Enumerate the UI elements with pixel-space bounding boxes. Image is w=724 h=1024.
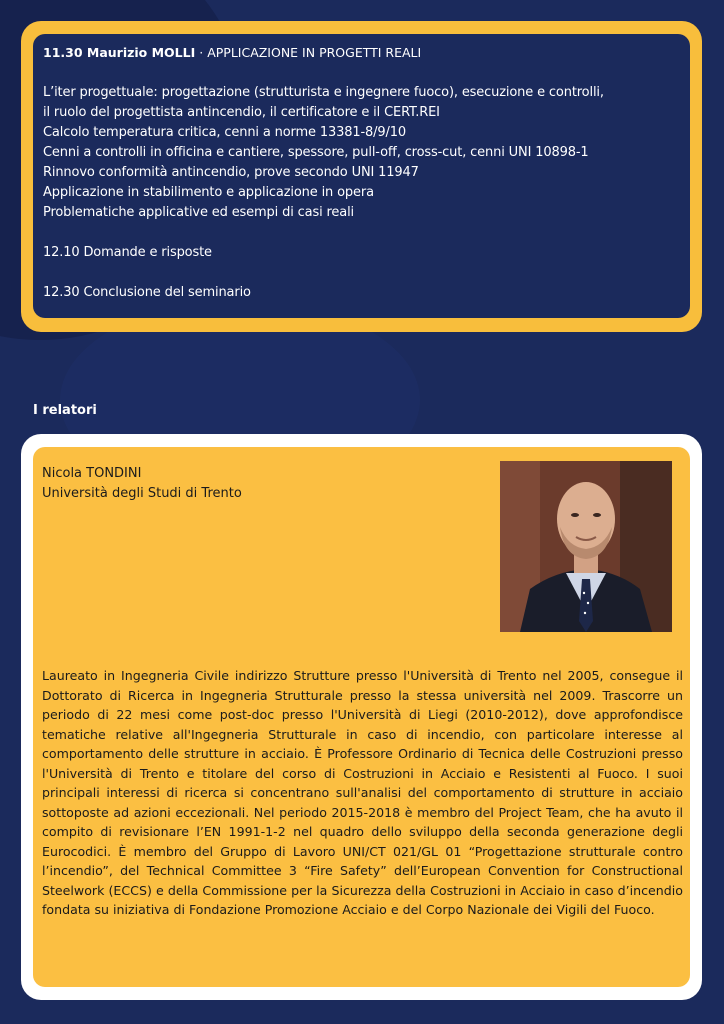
topic-item: Calcolo temperatura critica, cenni a norme 13381-8/9/10: [43, 125, 406, 140]
speaker-bio: Laureato in Ingegneria Civile indirizzo Strutture presso l'Università di Trento nel 2005, consegue il Dottorato di Ricerca in Ingegneria Strutturale presso la stessa università nel 2009. Trascorre un periodo di 22 mesi come post-doc presso l'Università di Liegi (2010-2012), dove approfondisce tematiche relative all'Ingegneria Strutturale in caso di incendio, con particolare interesse al comportamento delle strutture in acciaio. È Professore Ordinario di Tecnica delle Costruzioni presso l'Università di Trento e titolare del corso di Costruzioni in Acciaio e Resistenti al Fuoco. I suoi principali interessi di ricerca si concentrano sull'analisi del comportamento di strutture in acciaio sottoposte ad azioni eccezionali. Nel periodo 2015-2018 è membro del Project Team, che ha avuto il compito di revisionare l’EN 1991-1-2 nel quadro dello sviluppo della seconda generazione degli Eurocodici. È membro del Gruppo di Lavoro UNI/CT 021/GL 01 “Progettazione strutturale contro l’incendio”, del Technical Committee 3 “Fire Safety” dell’European Convention for Constructional Steelwork (ECCS) e della Commissione per la Sicurezza della Costruzioni in Acciaio in caso d’incendio fondata su iniziativa di Fondazione Promozione Acciaio e del Corpo Nazionale dei Vigili del Fuoco.: [42, 668, 683, 917]
speaker-photo: [500, 461, 672, 632]
speaker-portrait-icon: [500, 461, 672, 632]
topic-item: il ruolo del progettista antincendio, il certificatore e il CERT.REI: [43, 105, 440, 120]
topic-item: Cenni a controlli in officina e cantiere, spessore, pull-off, cross-cut, cenni UNI 10898-1: [43, 145, 589, 160]
topic-item: Rinnovo conformità antincendio, prove secondo UNI 11947: [43, 165, 419, 180]
session-title: APPLICAZIONE IN PROGETTI REALI: [207, 45, 422, 60]
qa-item: 12.10 Domande e risposte: [43, 245, 212, 260]
session-separator: ·: [195, 45, 208, 60]
conclusion-item: 12.30 Conclusione del seminario: [43, 285, 251, 300]
topic-item: Applicazione in stabilimento e applicazione in opera: [43, 185, 374, 200]
topic-item: L’iter progettuale: progettazione (strutturista e ingegnere fuoco), esecuzione e controlli,: [43, 85, 604, 100]
program-card: [33, 34, 690, 318]
topic-item: Problematiche applicative ed esempi di casi reali: [43, 205, 355, 220]
speaker-card: [33, 447, 690, 987]
speaker-affiliation: Università degli Studi di Trento: [42, 486, 242, 501]
session-heading: [43, 43, 680, 63]
speaker-name: Nicola TONDINI: [42, 466, 142, 481]
session-time-speaker: 11.30 Maurizio MOLLI: [43, 45, 196, 60]
section-title: I relatori: [33, 403, 97, 418]
